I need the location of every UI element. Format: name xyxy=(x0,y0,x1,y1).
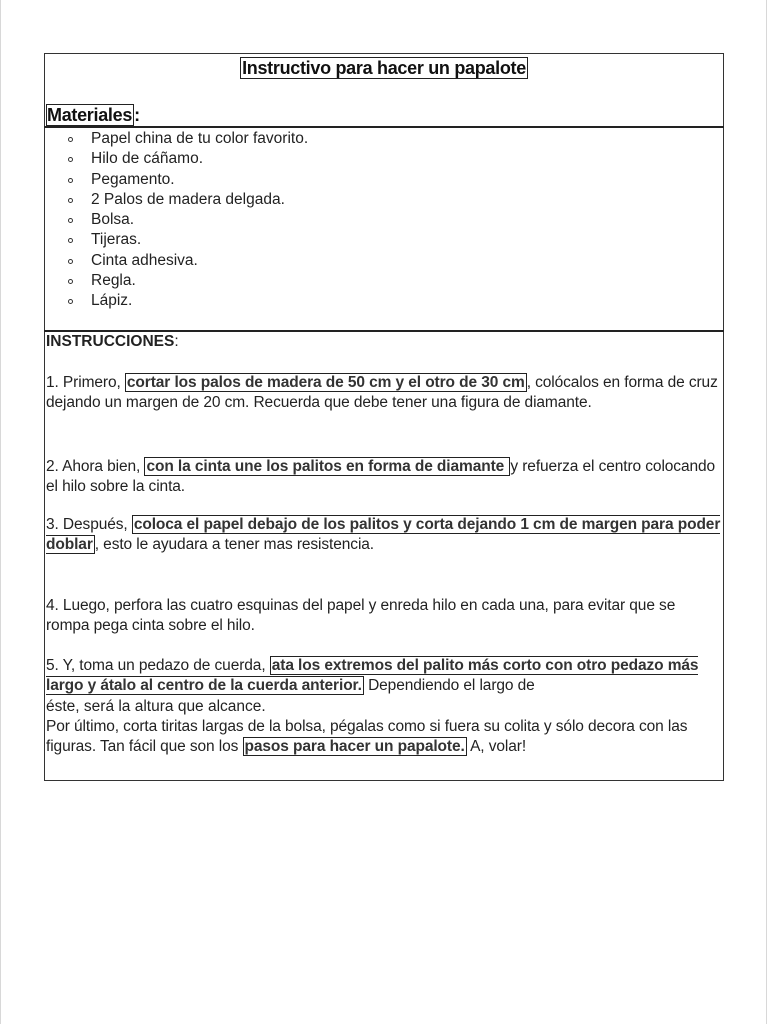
list-item xyxy=(67,271,308,291)
material-text: Pegamento. xyxy=(91,170,175,188)
list-item xyxy=(67,291,308,311)
step-highlight: con la cinta une los palitos en forma de diamante xyxy=(146,458,509,475)
step-text: 3. Después, xyxy=(46,516,132,533)
materials-list xyxy=(67,129,308,312)
step-text: y refuerza el centro colocando el hilo sobre la cinta. xyxy=(46,458,716,496)
step-2 xyxy=(46,457,722,498)
step-text: 2. Ahora bien, xyxy=(46,458,145,475)
closing-text: Por último, corta tiritas largas de la bolsa, pégalas como si fuera su colita y sólo decora con las figuras. Tan fácil que son los xyxy=(46,718,688,756)
step-5-continuation: éste, será la altura que alcance. xyxy=(46,698,266,715)
document-title: Instructivo para hacer un papalote xyxy=(242,58,526,78)
step-highlight: coloca el papel debajo de los palitos y corta dejando 1 cm de margen para poder doblar xyxy=(46,516,721,554)
title-row xyxy=(45,57,723,79)
material-text: Papel china de tu color favorito. xyxy=(91,130,309,147)
step-1 xyxy=(46,373,722,414)
list-item xyxy=(67,210,308,230)
materials-heading-text: Materiales xyxy=(47,105,133,125)
list-item xyxy=(67,230,308,250)
list-item xyxy=(67,251,308,271)
closing-text: A, volar! xyxy=(466,738,527,756)
page-left-edge xyxy=(0,0,1,1024)
page-right-edge xyxy=(766,0,767,1024)
list-item xyxy=(67,190,308,210)
bullet-icon xyxy=(68,299,73,304)
step-highlight: ata los extremos del palito más corto con otro pedazo más largo y átalo al centro de la cuerda anterior. xyxy=(46,657,699,695)
material-text: Hilo de cáñamo. xyxy=(91,150,204,168)
list-item xyxy=(67,129,308,149)
list-item xyxy=(67,149,308,169)
step-4 xyxy=(46,596,722,637)
instructions-heading-colon: : xyxy=(174,333,179,350)
material-text: Tijeras. xyxy=(91,231,142,249)
bullet-icon xyxy=(68,198,73,203)
document-table xyxy=(44,53,724,781)
materials-heading-colon: : xyxy=(134,105,140,125)
step-text: 4. Luego, perfora las cuatro esquinas del papel y enreda hilo en cada una, para evitar que se rompa pega cinta sobre el hilo. xyxy=(46,597,676,635)
material-text: Regla. xyxy=(91,272,136,290)
step-text: Dependiendo el largo de xyxy=(363,677,535,695)
instructions-heading xyxy=(46,332,179,352)
step-text: 5. Y, toma un pedazo de cuerda, xyxy=(46,657,270,674)
material-text: 2 Palos de madera delgada. xyxy=(91,190,285,208)
instructions-heading-text: INSTRUCCIONES xyxy=(46,333,175,350)
step-text: , colócalos en forma de cruz dejando un margen de 20 cm. Recuerda que debe tener una figura de diamante. xyxy=(46,374,718,412)
bullet-icon xyxy=(68,178,73,183)
bullet-icon xyxy=(68,238,73,243)
bullet-icon xyxy=(68,259,73,264)
materials-heading xyxy=(46,105,140,125)
bullet-icon xyxy=(68,218,73,223)
step-text: , esto le ayudara a tener mas resistencia. xyxy=(94,536,375,554)
bullet-icon xyxy=(68,279,73,284)
step-5 xyxy=(46,656,722,697)
material-text: Cinta adhesiva. xyxy=(91,251,198,269)
material-text: Lápiz. xyxy=(91,292,133,310)
step-highlight: cortar los palos de madera de 50 cm y el otro de 30 cm xyxy=(126,374,525,391)
material-text: Bolsa. xyxy=(91,211,135,229)
bullet-icon xyxy=(68,137,73,142)
list-item xyxy=(67,170,308,190)
step-3 xyxy=(46,515,722,556)
closing-paragraph xyxy=(46,717,722,758)
step-text: 1. Primero, xyxy=(46,374,125,391)
bullet-icon xyxy=(68,157,73,162)
closing-highlight: pasos para hacer un papalote. xyxy=(244,738,465,756)
section-divider-top xyxy=(44,126,724,128)
